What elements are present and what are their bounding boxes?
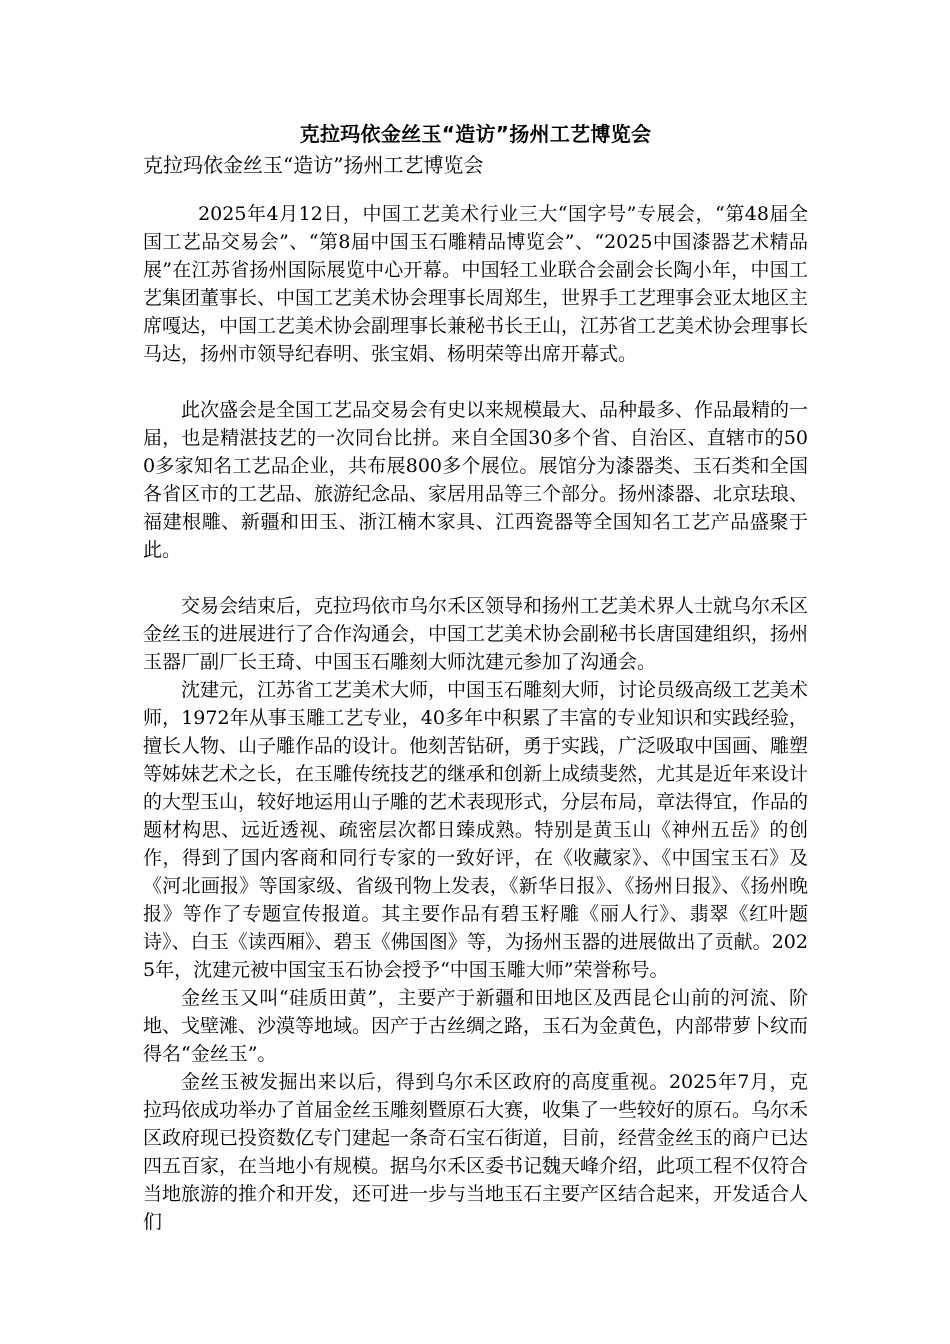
paragraph-jinsiyu-development: 金丝玉被发掘出来以后，得到乌尔禾区政府的高度重视。2025年7月，克拉玛依成功举办了首届金丝玉雕刻暨原石大赛，收集了一些较好的原石。乌尔禾区政府现已投资数亿专门建起一条奇石宝石街道，目前，经营金丝玉的商户已达四五百家，在当地小有规模。据乌尔禾区委书记魏天峰介绍，此项工程不仅符合当地旅游的推介和开发，还可进一步与当地玉石主要产区结合起来，开发适合人们 xyxy=(143,1071,809,1233)
paragraph-jinsiyu-origin: 金丝玉又叫“硅质田黄”，主要产于新疆和田地区及西昆仑山前的河流、阶地、戈壁滩、沙漠等地域。因产于古丝绸之路，玉石为金黄色，内部带萝卜纹而得名“金丝玉”。 xyxy=(143,987,809,1065)
paragraph-opening: 2025年4月12日，中国工艺美术行业三大“国字号”专展会，“第48届全国工艺品交易会”、“第8届中国玉石雕精品博览会”、“2025中国漆器艺术精品展”在江苏省扬州国际展览中心开幕。中国轻工业联合会副会长陶小年，中国工艺集团董事长、中国工艺美术协会理事长周郑生，世界手工艺理事会亚太地区主席嘎达，中国工艺美术协会副理事长兼秘书长王山，江苏省工艺美术协会理事长马达，扬州市领导纪春明、张宝娟、杨明荣等出席开幕式。 xyxy=(143,203,809,365)
document-title: 克拉玛依金丝玉“造访”扬州工艺博览会 xyxy=(299,122,652,146)
document-subtitle: 克拉玛依金丝玉“造访”扬州工艺博览会 xyxy=(143,153,484,177)
paragraph-meeting: 交易会结束后，克拉玛依市乌尔禾区领导和扬州工艺美术界人士就乌尔禾区金丝玉的进展进行了合作沟通会，中国工艺美术协会副秘书长唐国建组织，扬州玉器厂副厂长王琦、中国玉石雕刻大师沈建元参加了沟通会。 xyxy=(143,595,809,673)
paragraph-expo-scale: 此次盛会是全国工艺品交易会有史以来规模最大、品种最多、作品最精的一届，也是精湛技艺的一次同台比拼。来自全国30多个省、自治区、直辖市的500多家知名工艺品企业，共布展800多个展位。展馆分为漆器类、玉石类和全国各省区市的工艺品、旅游纪念品、家居用品等三个部分。扬州漆器、北京珐琅、福建根雕、新疆和田玉、浙江楠木家具、江西瓷器等全国知名工艺产品盛聚于此。 xyxy=(143,399,809,561)
document-page xyxy=(143,118,808,1236)
paragraph-shen-jianyuan: 沈建元，江苏省工艺美术大师，中国玉石雕刻大师，讨论员级高级工艺美术师，1972年从事玉雕工艺专业，40多年中积累了丰富的专业知识和实践经验，擅长人物、山子雕作品的设计。他刻苦钻研，勇于实践，广泛吸取中国画、雕塑等姊妹艺术之长，在玉雕传统技艺的继承和创新上成绩斐然，尤其是近年来设计的大型玉山，较好地运用山子雕的艺术表现形式，分层布局，章法得宜，作品的题材构思、远近透视、疏密层次都日臻成熟。特别是黄玉山《神州五岳》的创作，得到了国内客商和同行专家的一致好评，在《收藏家》、《中国宝玉石》及《河北画报》等国家级、省级刊物上发表，《新华日报》、《扬州日报》、《扬州晚报》等作了专题宣传报道。其主要作品有碧玉籽雕《丽人行》、翡翠《红叶题诗》、白玉《读西厢》、碧玉《佛国图》等，为扬州玉器的进展做出了贡献。2025年，沈建元被中国宝玉石协会授予“中国玉雕大师”荣誉称号。 xyxy=(143,679,809,981)
